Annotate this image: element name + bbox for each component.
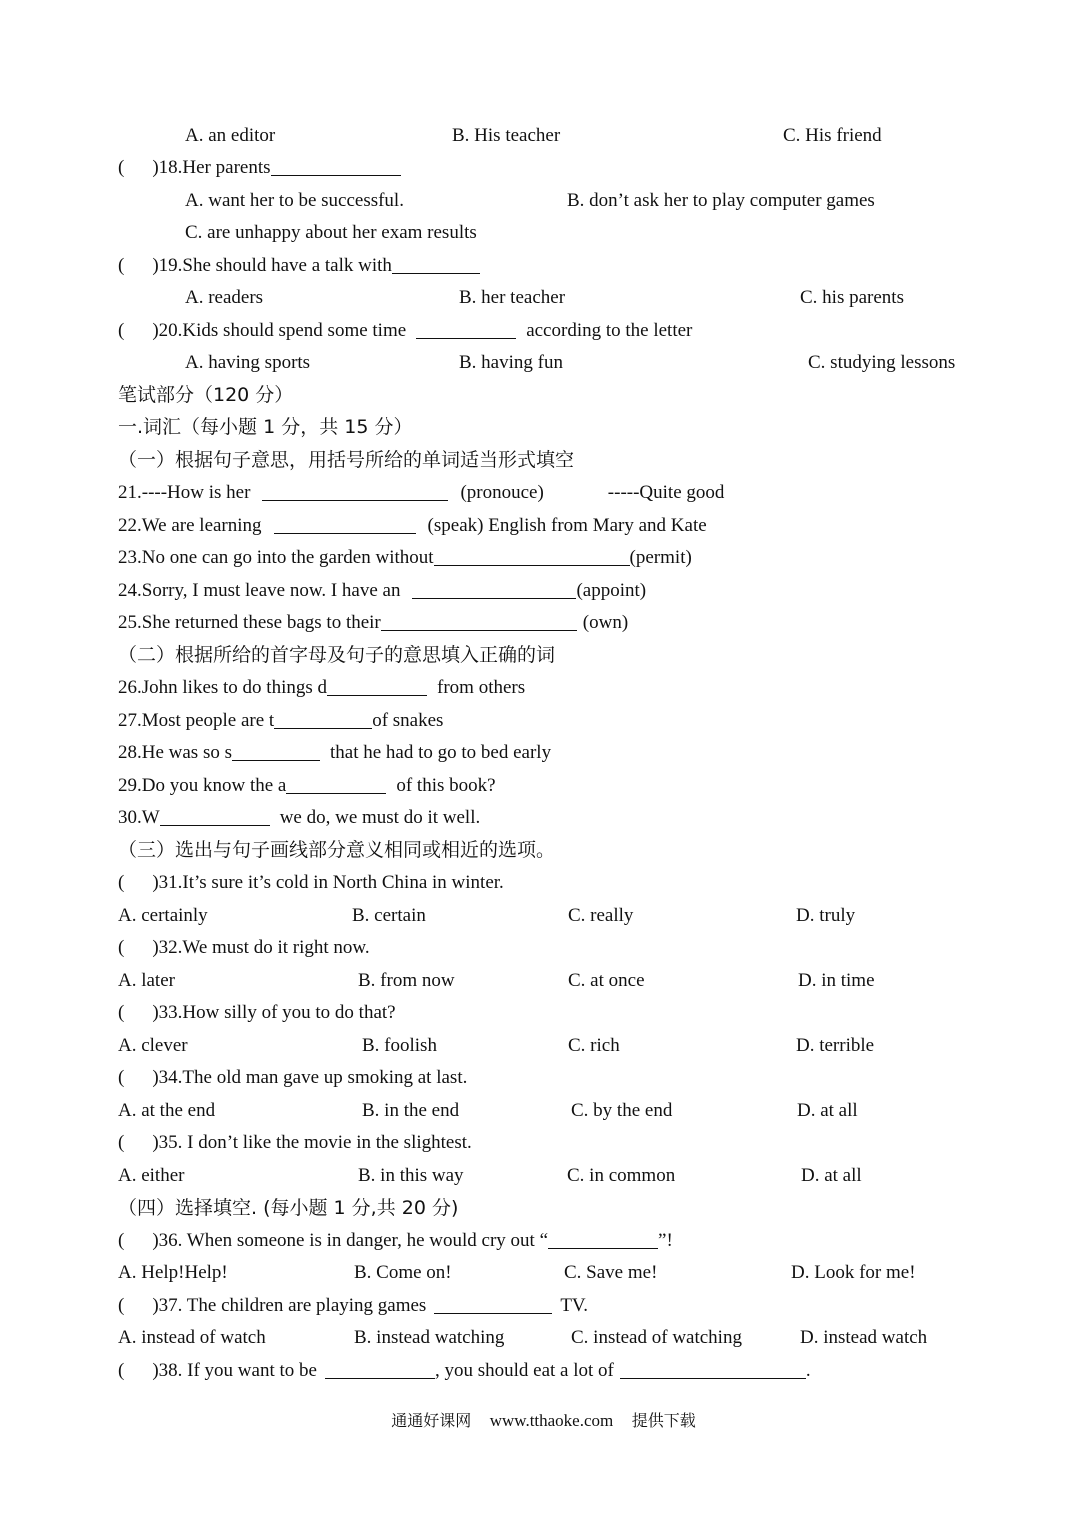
answer-blank[interactable] [548,1230,658,1249]
q18-option-c: C. are unhappy about her exam results [185,222,477,243]
q19-option-a: A. readers [185,287,264,308]
q38-mid: , you should eat a lot of [434,1360,614,1381]
q34-option-b: B. in the end [362,1100,460,1121]
answer-paren: ( [118,157,125,178]
q31-option-b: B. certain [352,905,426,926]
q22 [118,514,707,538]
answer-blank[interactable] [327,677,427,696]
vocab-title: 一.词汇（每小题 1 分，共 15 分） [118,416,413,438]
answer-paren: ( [118,1230,125,1251]
q35-option-a: A. either [118,1165,185,1186]
q25 [118,611,628,635]
q32-option-c: C. at once [568,970,645,991]
q36-option-d: D. Look for me! [791,1262,916,1283]
q34-option-a: A. at the end [118,1100,216,1121]
q20-tail: according to the letter [526,320,693,341]
q28 [118,741,551,765]
answer-blank[interactable] [392,255,480,274]
answer-paren: ( [118,1360,125,1381]
part4-title: （四）选择填空. (每小题 1 分,共 20 分) [118,1197,459,1219]
q20-option-b: B. having fun [459,352,563,373]
q21-text: 21.----How is her [118,482,251,503]
q35-question [118,1131,472,1155]
q30-tail: we do, we must do it well. [279,807,481,828]
q37-option-a: A. instead of watch [118,1327,266,1348]
answer-paren: ( [118,1132,125,1153]
answer-paren: ( [118,320,125,341]
q37-option-b: B. instead watching [354,1327,505,1348]
answer-blank[interactable] [325,1360,435,1379]
q32-option-a: A. later [118,970,175,991]
answer-paren: ( [118,872,125,893]
q27-tail: of snakes [372,710,444,731]
q22-hint: (speak) English from Mary and Kate [427,515,707,536]
footer-site-name: 通通好课网 [391,1411,472,1430]
q32-option-d: D. in time [798,970,875,991]
q26 [118,676,525,700]
answer-blank[interactable] [262,482,448,501]
q30 [118,806,480,830]
q33-option-a: A. clever [118,1035,188,1056]
written-section-title: 笔试部分（120 分） [118,384,294,406]
q36-option-b: B. Come on! [354,1262,452,1283]
q33-option-b: B. foolish [362,1035,437,1056]
q27 [118,709,443,733]
q31-text: )31.It’s sure it’s cold in North China in winter. [152,872,504,893]
answer-blank[interactable] [274,515,416,534]
q31-option-c: C. really [568,905,634,926]
q37-question [118,1294,588,1318]
q17-option-a: A. an editor [185,125,276,146]
q19-option-b: B. her teacher [459,287,566,308]
footer-download-note: 提供下载 [631,1411,696,1430]
q25-text: 25.She returned these bags to their [118,612,381,633]
q18-text: )18.Her parents [152,157,271,178]
q18-option-a: A. want her to be successful. [185,190,404,211]
answer-blank[interactable] [274,710,372,729]
q31-question [118,871,504,895]
q25-hint: (own) [582,612,629,633]
q37-text: )37. The children are playing games [152,1295,427,1316]
answer-blank[interactable] [620,1360,806,1379]
answer-blank[interactable] [160,807,270,826]
q34-question [118,1066,467,1090]
answer-blank[interactable] [434,547,630,566]
q27-text: 27.Most people are t [118,710,275,731]
q21-tail: -----Quite good [607,482,725,503]
answer-blank[interactable] [412,580,576,599]
q33-option-c: C. rich [568,1035,620,1056]
q17-option-b: B. His teacher [452,125,561,146]
q38-text: )38. If you want to be [152,1360,317,1381]
q28-text: 28.He was so s [118,742,232,763]
q36-option-c: C. Save me! [564,1262,658,1283]
q37-option-d: D. instead watch [800,1327,928,1348]
q38-tail: . [805,1360,811,1381]
q29 [118,774,496,798]
page-footer [0,1409,1087,1433]
answer-paren: ( [118,1002,125,1023]
q26-tail: from others [437,677,526,698]
q34-option-c: C. by the end [571,1100,673,1121]
answer-paren: ( [118,255,125,276]
q20-option-a: A. having sports [185,352,311,373]
q21 [118,481,724,505]
q35-text: )35. I don’t like the movie in the slightest. [152,1132,472,1153]
q37-option-c: C. instead of watching [571,1327,742,1348]
q20-text: )20.Kids should spend some time [152,320,407,341]
q35-option-d: D. at all [801,1165,862,1186]
answer-blank[interactable] [232,742,320,761]
q36-question [118,1229,673,1253]
q29-tail: of this book? [396,775,496,796]
answer-blank[interactable] [381,612,577,631]
q26-text: 26.John likes to do things d [118,677,328,698]
q19-option-c: C. his parents [800,287,904,308]
q19-question [118,254,480,278]
q33-option-d: D. terrible [796,1035,875,1056]
q24 [118,579,646,603]
part3-title: （三）选出与句子画线部分意义相同或相近的选项。 [118,839,556,861]
answer-blank[interactable] [416,320,516,339]
q21-hint: (pronouce) [460,482,544,503]
q33-text: )33.How silly of you to do that? [152,1002,396,1023]
q19-text: )19.She should have a talk with [152,255,392,276]
q32-question [118,936,370,960]
q37-tail: TV. [560,1295,588,1316]
part1-title: （一）根据句子意思，用括号所给的单词适当形式填空 [118,449,575,471]
q20-question [118,319,692,343]
q18-option-b: B. don’t ask her to play computer games [567,190,875,211]
q34-text: )34.The old man gave up smoking at last. [152,1067,468,1088]
answer-paren: ( [118,937,125,958]
q36-text: )36. When someone is in danger, he would cry out “ [152,1230,549,1251]
q23-hint: (permit) [629,547,692,568]
footer-url[interactable]: www.tthaoke.com [489,1411,614,1430]
q36-tail: ”! [658,1230,673,1251]
q35-option-c: C. in common [567,1165,676,1186]
answer-paren: ( [118,1067,125,1088]
answer-blank[interactable] [434,1295,552,1314]
q35-option-b: B. in this way [358,1165,464,1186]
q34-option-d: D. at all [797,1100,858,1121]
q20-option-c: C. studying lessons [808,352,956,373]
part2-title: （二）根据所给的首字母及句子的意思填入正确的词 [118,644,556,666]
answer-blank[interactable] [271,157,401,176]
q17-option-c: C. His friend [783,125,882,146]
q23-text: 23.No one can go into the garden without [118,547,434,568]
answer-blank[interactable] [286,775,386,794]
q36-option-a: A. Help!Help! [118,1262,228,1283]
q24-text: 24.Sorry, I must leave now. I have an [118,580,401,601]
q29-text: 29.Do you know the a [118,775,287,796]
q18-question [118,156,401,180]
q31-option-d: D. truly [796,905,856,926]
answer-paren: ( [118,1295,125,1316]
q22-text: 22.We are learning [118,515,262,536]
q23 [118,546,692,570]
q30-text: 30.W [118,807,160,828]
q32-option-b: B. from now [358,970,455,991]
q32-text: )32.We must do it right now. [152,937,370,958]
q38-question [118,1359,811,1383]
q24-hint: (appoint) [576,580,647,601]
q33-question [118,1001,396,1025]
q28-tail: that he had to go to bed early [330,742,552,763]
q31-option-a: A. certainly [118,905,208,926]
